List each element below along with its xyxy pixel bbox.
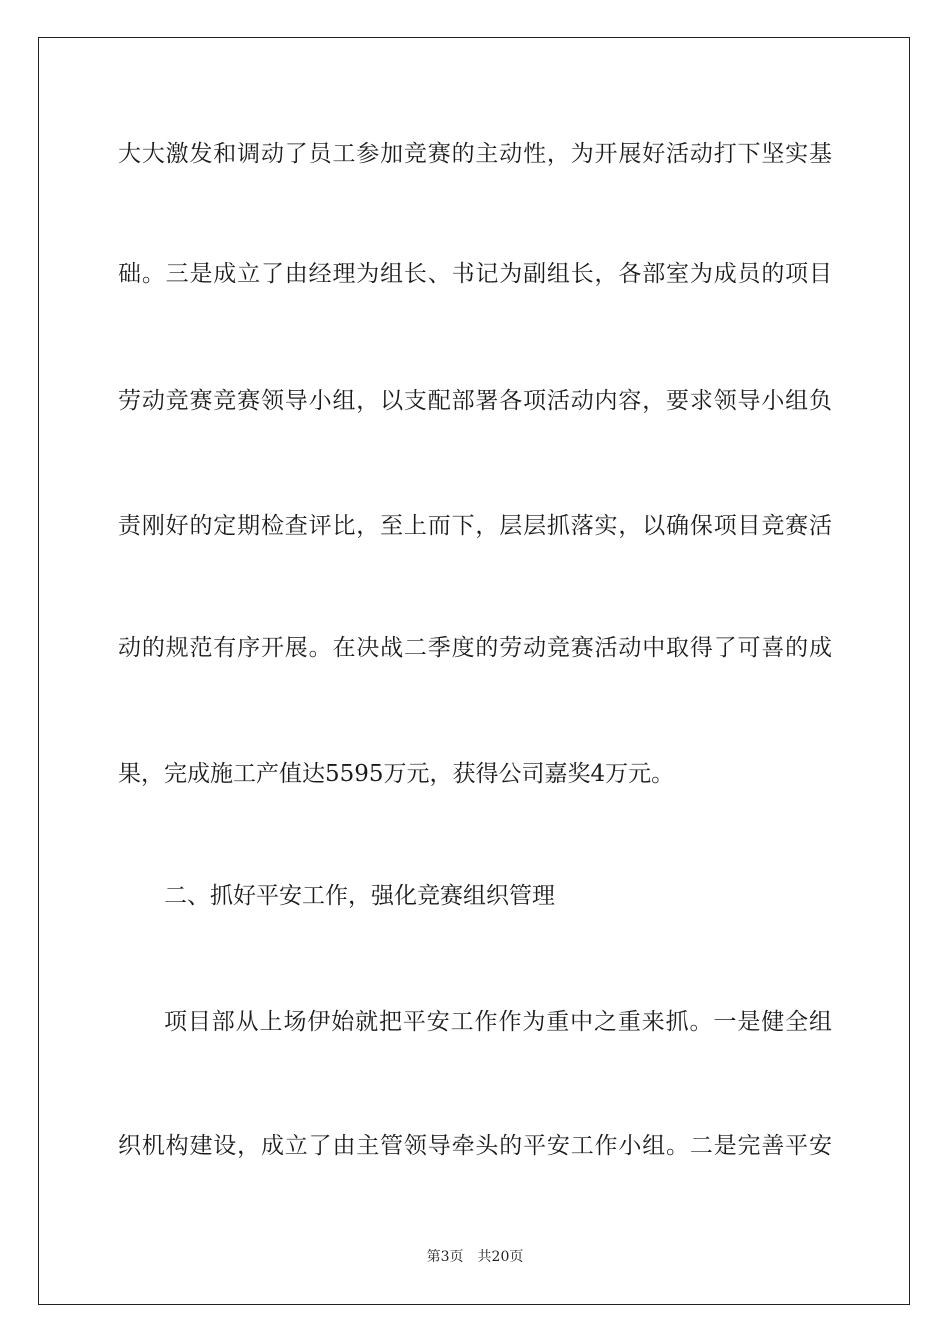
body-text-line: 动的规范有序开展。在决战二季度的劳动竞赛活动中取得了可喜的成	[118, 635, 832, 661]
body-text-line: 大大激发和调动了员工参加竞赛的主动性，为开展好活动打下坚实基	[118, 141, 832, 167]
body-text-line: 劳动竞赛竞赛领导小组，以支配部署各项活动内容，要求领导小组负	[118, 388, 832, 414]
body-text-line: 责刚好的定期检查评比，至上而下，层层抓落实，以确保项目竞赛活	[118, 513, 832, 539]
paragraph-first-line: 项目部从上场伊始就把平安工作作为重中之重来抓。一是健全组	[164, 1009, 832, 1035]
body-text-line: 果，完成施工产值达5595万元，获得公司嘉奖4万元。	[118, 761, 675, 787]
total-pages: 共20页	[477, 1249, 524, 1265]
section-heading: 二、抓好平安工作，强化竞赛组织管理	[164, 883, 555, 909]
page-border	[38, 37, 910, 1305]
body-text-line: 织机构建设，成立了由主管领导牵头的平安工作小组。二是完善平安	[118, 1133, 832, 1159]
body-text-line: 础。三是成立了由经理为组长、书记为副组长，各部室为成员的项目	[118, 261, 832, 287]
page-footer	[0, 1247, 950, 1267]
page-number: 第3页	[426, 1249, 464, 1265]
